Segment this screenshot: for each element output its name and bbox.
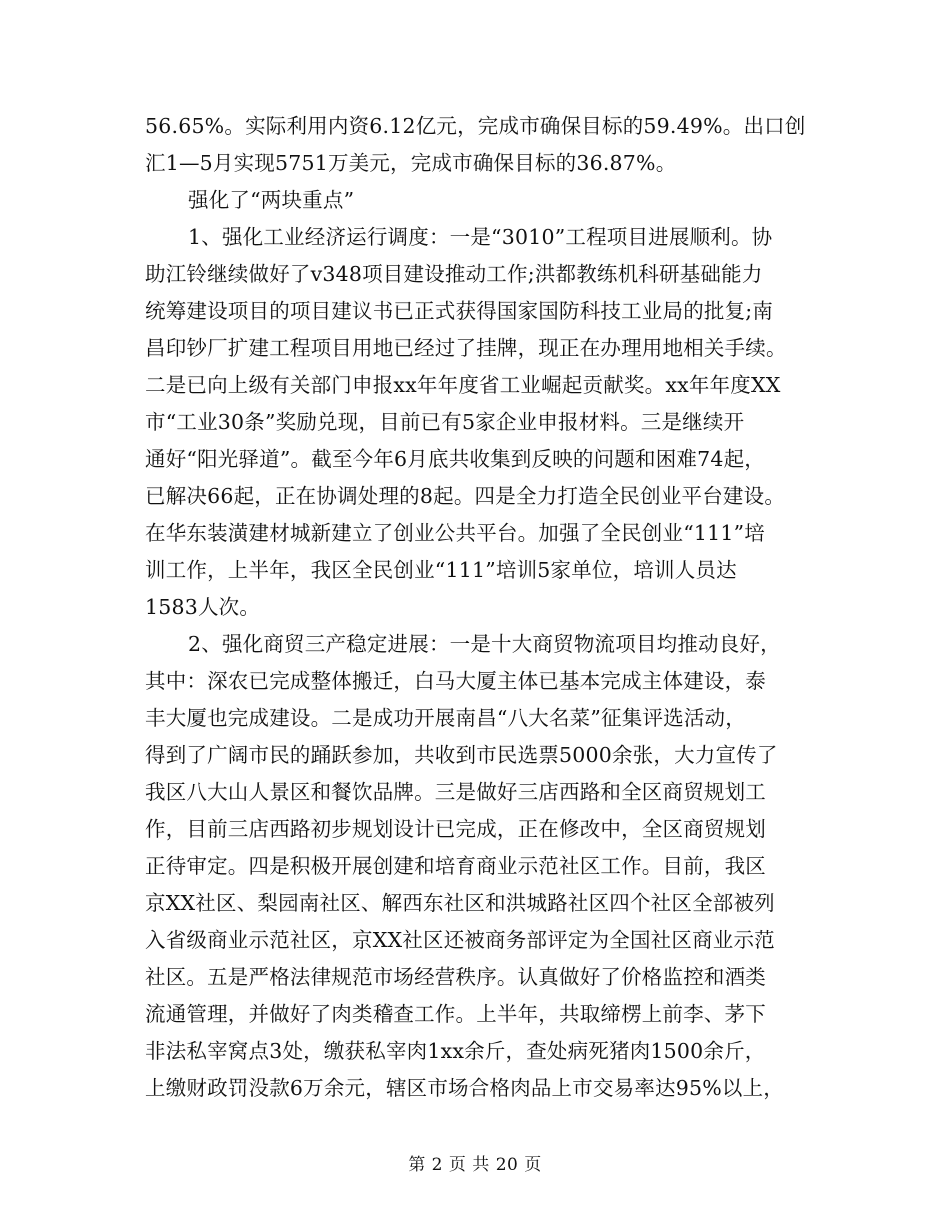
text-line: 训工作，上半年，我区全民创业“111”培训5家单位，培训人员达	[145, 558, 737, 582]
text-line: 通好“阳光驿道”。截至今年6月底共收集到反映的问题和困难74起，	[145, 447, 765, 471]
text-line: 流通管理，并做好了肉类稽查工作。上半年，共取缔楞上前李、茅下	[145, 1002, 766, 1026]
page-number-footer: 第 2 页 共 20 页	[408, 1155, 542, 1175]
text-line: 56.65%。实际利用内资6.12亿元，完成市确保目标的59.49%。出口创	[145, 114, 806, 138]
text-line: 社区。五是严格法律规范市场经营秩序。认真做好了价格监控和酒类	[145, 965, 766, 989]
text-line: 我区八大山人景区和餐饮品牌。三是做好三店西路和全区商贸规划工	[145, 780, 766, 804]
text-line: 市“工业30条”奖励兑现，目前已有5家企业申报材料。三是继续开	[145, 410, 745, 434]
text-line: 在华东装潢建材城新建立了创业公共平台。加强了全民创业“111”培	[145, 521, 765, 545]
text-line: 入省级商业示范社区，京XX社区还被商务部评定为全国社区商业示范	[145, 928, 775, 952]
text-line: 丰大厦也完成建设。二是成功开展南昌“八大名菜”征集评选活动，	[145, 706, 746, 730]
text-line: 得到了广阔市民的踊跃参加，共收到市民选票5000余张，大力宣传了	[145, 743, 778, 767]
text-line: 非法私宰窝点3处，缴获私宰肉1xx余斤，查处病死猪肉1500余斤，	[145, 1039, 766, 1063]
text-line: 正待审定。四是积极开展创建和培育商业示范社区工作。目前，我区	[145, 854, 766, 878]
text-line: 二是已向上级有关部门申报xx年年度省工业崛起贡献奖。xx年年度XX	[145, 373, 781, 397]
text-line: 1、强化工业经济运行调度：一是“3010”工程项目进展顺利。协	[188, 225, 773, 249]
text-line: 上缴财政罚没款6万余元，辖区市场合格肉品上市交易率达95%以上，	[145, 1076, 785, 1100]
text-line: 汇1—5月实现5751万美元，完成市确保目标的36.87%。	[145, 151, 677, 175]
text-line: 作，目前三店西路初步规划设计已完成，正在修改中，全区商贸规划	[145, 817, 766, 841]
text-line: 已解决66起，正在协调处理的8起。四是全力打造全民创业平台建设。	[145, 484, 786, 508]
text-line: 2、强化商贸三产稳定进展：一是十大商贸物流项目均推动良好，	[188, 632, 781, 656]
text-line: 助江铃继续做好了v348项目建设推动工作;洪都教练机科研基础能力	[145, 262, 763, 286]
text-line: 其中：深农已完成整体搬迁，白马大厦主体已基本完成主体建设，泰	[145, 669, 766, 693]
text-line: 统筹建设项目的项目建议书已正式获得国家国防科技工业局的批复;南	[145, 299, 774, 323]
section-heading: 强化了“两块重点”	[188, 188, 355, 212]
text-line: 1583人次。	[145, 595, 261, 619]
text-line: 京XX社区、梨园南社区、解西东社区和洪城路社区四个社区全部被列	[145, 891, 775, 915]
text-line: 昌印钞厂扩建工程项目用地已经过了挂牌，现正在办理用地相关手续。	[145, 336, 787, 360]
